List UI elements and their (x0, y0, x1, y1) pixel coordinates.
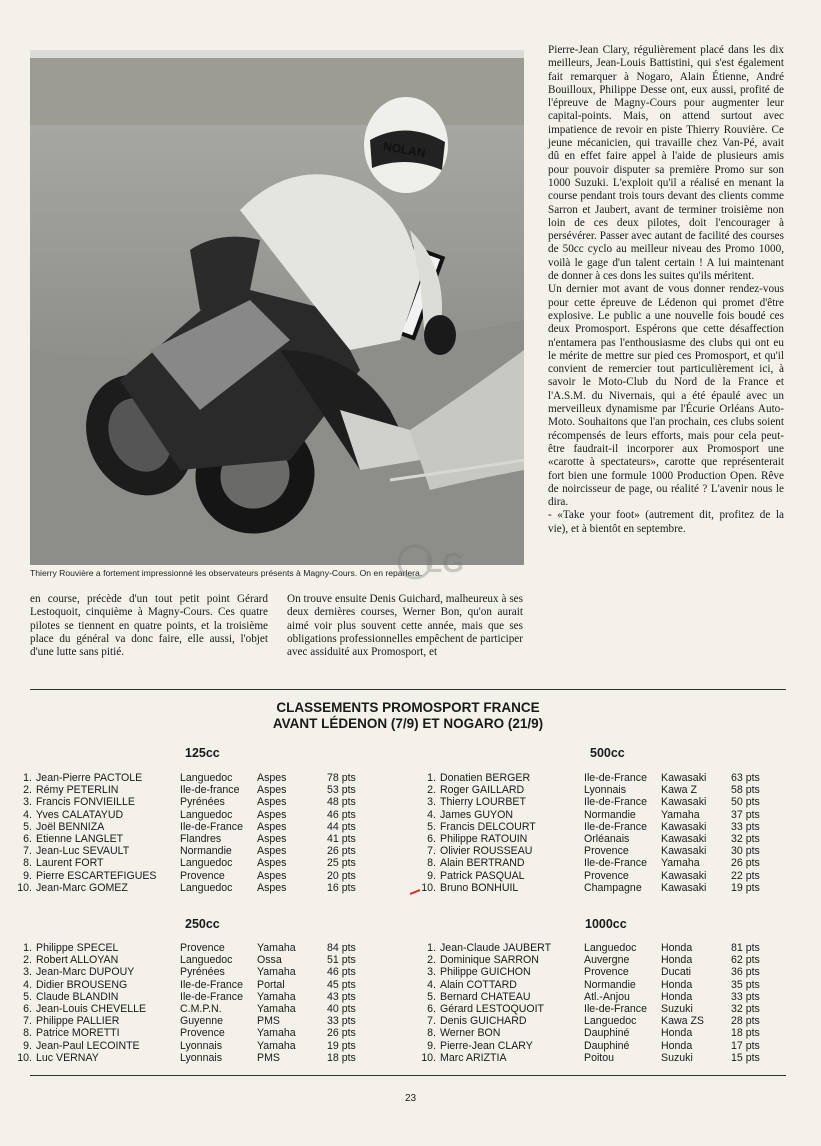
make: Honda (661, 978, 693, 991)
region: Languedoc (584, 942, 637, 954)
rank: 5. (23, 820, 32, 833)
rider-name: Claude BLANDIN (36, 990, 119, 1003)
make: Aspes (257, 808, 287, 821)
rider-name: Jean-Paul LECOINTE (36, 1039, 140, 1052)
table-row (10, 809, 367, 821)
points: 84 pts (327, 942, 356, 954)
rank: 8. (427, 1027, 436, 1040)
rider-name: Alain COTTARD (440, 978, 517, 991)
table-row (10, 942, 367, 954)
rider-name: Pierre ESCARTEFIGUES (36, 869, 157, 882)
divider (30, 1075, 786, 1076)
rider-name: Patrick PASQUAL (440, 869, 525, 882)
points: 50 pts (731, 796, 760, 809)
points: 41 pts (327, 833, 356, 846)
make: Kawasaki (661, 869, 707, 882)
rider-name: Philippe GUICHON (440, 966, 531, 979)
svg-text:LG: LG (425, 547, 464, 578)
region: Provence (584, 845, 629, 858)
rider-name: Alain BERTRAND (440, 857, 525, 870)
table-row (414, 870, 771, 882)
points: 58 pts (731, 784, 760, 797)
region: Languedoc (180, 772, 233, 784)
table-row (10, 1003, 367, 1015)
region: Languedoc (584, 1015, 637, 1028)
rider-name: Olivier ROUSSEAU (440, 845, 533, 858)
table-row (414, 857, 771, 869)
make: Aspes (257, 796, 287, 809)
rank: 5. (23, 990, 32, 1003)
region: Orléanais (584, 833, 630, 846)
make: Aspes (257, 881, 287, 894)
rank: 7. (23, 1015, 32, 1028)
rider-name: Jean-Marc DUPOUY (36, 966, 135, 979)
rank: 1. (23, 772, 32, 784)
points: 26 pts (731, 857, 760, 870)
rank: 9. (427, 869, 436, 882)
make: Yamaha (661, 857, 700, 870)
rank: 6. (23, 833, 32, 846)
points: 26 pts (327, 1027, 356, 1040)
rank: 3. (23, 966, 32, 979)
table-row (414, 979, 771, 991)
rider-name: Luc VERNAY (36, 1051, 99, 1064)
table-row (10, 966, 367, 978)
table-row (414, 845, 771, 857)
region: Provence (180, 869, 225, 882)
points: 26 pts (327, 845, 356, 858)
points: 15 pts (731, 1051, 760, 1064)
region: Dauphiné (584, 1039, 630, 1052)
region: Normandie (180, 845, 232, 858)
region: Ile-de-France (180, 990, 243, 1003)
rank: 5. (427, 990, 436, 1003)
make: Aspes (257, 833, 287, 846)
rider-name: Philippe SPECEL (36, 942, 119, 954)
standings-table-125cc (10, 772, 367, 894)
standings-table-250cc (10, 942, 367, 1064)
region: Ile-de-France (584, 772, 647, 784)
make: Honda (661, 990, 693, 1003)
points: 28 pts (731, 1015, 760, 1028)
table-row (10, 1015, 367, 1027)
region: Auvergne (584, 954, 630, 967)
table-row (10, 857, 367, 869)
region: Pyrénées (180, 966, 225, 979)
rank: 1. (427, 942, 436, 954)
rank: 3. (427, 796, 436, 809)
rank: 1. (23, 942, 32, 954)
points: 16 pts (327, 881, 356, 894)
rank: 4. (427, 808, 436, 821)
points: 36 pts (731, 966, 760, 979)
make: Kawa Z (661, 784, 697, 797)
points: 33 pts (731, 990, 760, 1003)
table-row (10, 784, 367, 796)
table-row (414, 784, 771, 796)
rider-name: Donatien BERGER (440, 772, 531, 784)
make: Aspes (257, 857, 287, 870)
rank: 10. (17, 1051, 32, 1064)
region: Normandie (584, 808, 636, 821)
rider-name: Bernard CHATEAU (440, 990, 531, 1003)
points: 40 pts (327, 1003, 356, 1016)
table-row (414, 809, 771, 821)
rider-name: Yves CALATAYUD (36, 808, 124, 821)
rider-name: Pierre-Jean CLARY (440, 1039, 533, 1052)
article-column-1 (30, 593, 268, 659)
rider-name: Jean-Pierre PACTOLE (36, 772, 143, 784)
table-row (414, 1027, 771, 1039)
table-row (414, 833, 771, 845)
table-row (10, 1027, 367, 1039)
racing-photo (30, 50, 524, 565)
rider-name: Philippe PALLIER (36, 1015, 120, 1028)
points: 19 pts (731, 881, 760, 894)
table-row (10, 796, 367, 808)
table-row (10, 882, 367, 894)
rank: 8. (427, 857, 436, 870)
red-pen-mark (409, 889, 421, 895)
motorcycle-racer-illustration (30, 50, 524, 565)
make: Suzuki (661, 1051, 693, 1064)
region: Pyrénées (180, 796, 225, 809)
rank: 4. (23, 808, 32, 821)
rider-name: Jean-Luc SEVAULT (36, 845, 130, 858)
region: Normandie (584, 978, 636, 991)
region: Ile-de-france (180, 784, 240, 797)
points: 22 pts (731, 869, 760, 882)
region: Ile-de-France (584, 796, 647, 809)
region: Ile-de-France (180, 820, 243, 833)
rider-name: Werner BON (440, 1027, 501, 1040)
region: Poitou (584, 1051, 615, 1064)
rider-name: Dominique SARRON (440, 954, 539, 967)
points: 25 pts (327, 857, 356, 870)
make: Kawasaki (661, 796, 707, 809)
points: 78 pts (327, 772, 356, 784)
region: Ile-de-France (584, 820, 647, 833)
standings-title: CLASSEMENTS PROMOSPORT FRANCE (276, 700, 540, 715)
make: Aspes (257, 820, 287, 833)
table-row (414, 882, 771, 894)
table-row (414, 1015, 771, 1027)
region: Languedoc (180, 954, 233, 967)
rider-name: Joël BENNIZA (36, 820, 105, 833)
make: Aspes (257, 784, 287, 797)
photo-caption: Thierry Rouvière a fortement impressionné les observateurs présents à Magny-Cours. On en reparlera. (30, 568, 423, 578)
rider-name: Francis FONVIEILLE (36, 796, 135, 809)
make: Kawasaki (661, 772, 707, 784)
table-row (10, 1052, 367, 1064)
article-column-3 (548, 44, 784, 536)
rank: 7. (427, 845, 436, 858)
category-125cc-label: 125cc (185, 746, 220, 760)
region: Ile-de-France (584, 1003, 647, 1016)
make: Kawasaki (661, 820, 707, 833)
rank: 3. (23, 796, 32, 809)
article-column-2 (287, 593, 523, 659)
rank: 2. (427, 784, 436, 797)
make: Ossa (257, 954, 282, 967)
region: Languedoc (180, 808, 233, 821)
category-1000cc-label: 1000cc (585, 917, 627, 931)
make: Aspes (257, 845, 287, 858)
region: C.M.P.N. (180, 1003, 222, 1016)
rider-name: Roger GAILLARD (440, 784, 525, 797)
table-row (414, 954, 771, 966)
points: 17 pts (731, 1039, 760, 1052)
make: Honda (661, 954, 693, 967)
page-number: 23 (404, 1093, 417, 1104)
category-250cc-label: 250cc (185, 917, 220, 931)
rider-name: Denis GUICHARD (440, 1015, 527, 1028)
rider-name: Francis DELCOURT (440, 820, 536, 833)
region: Lyonnais (180, 1039, 223, 1052)
points: 30 pts (731, 845, 760, 858)
standings-table-1000cc (414, 942, 771, 1064)
points: 53 pts (327, 784, 356, 797)
rank: 2. (23, 784, 32, 797)
table-row (10, 845, 367, 857)
rank: 8. (23, 857, 32, 870)
rank: 9. (23, 1039, 32, 1052)
make: Ducati (661, 966, 692, 979)
rank: 6. (427, 1003, 436, 1016)
rider-name: Jean-Claude JAUBERT (440, 942, 552, 954)
table-row (414, 966, 771, 978)
points: 37 pts (731, 808, 760, 821)
helmet-logo: NOLAN (382, 139, 427, 161)
region: Atl.-Anjou (584, 990, 630, 1003)
rider-name: Etienne LANGLET (36, 833, 124, 846)
region: Ile-de-France (180, 978, 243, 991)
region: Lyonnais (180, 1051, 223, 1064)
make: PMS (257, 1051, 280, 1064)
article-paragraph: - «Take your foot» (autrement dit, profitez de la vie), et à bientôt en septembre. (548, 509, 784, 535)
make: Aspes (257, 772, 287, 784)
rank: 6. (427, 833, 436, 846)
make: Yamaha (257, 990, 296, 1003)
rider-name: Jean-Marc GOMEZ (36, 881, 128, 894)
region: Languedoc (180, 881, 233, 894)
points: 20 pts (327, 869, 356, 882)
rank: 7. (427, 1015, 436, 1028)
region: Provence (584, 869, 629, 882)
rider-name: Thierry LOURBET (440, 796, 526, 809)
region: Lyonnais (584, 784, 627, 797)
rider-name: Didier BROUSENG (36, 978, 128, 991)
points: 51 pts (327, 954, 356, 967)
rank: 6. (23, 1003, 32, 1016)
make: Honda (661, 942, 693, 954)
rank: 1. (427, 772, 436, 784)
rider-name: Laurent FORT (36, 857, 104, 870)
standings-table-500cc (414, 772, 771, 894)
article-paragraph: On trouve ensuite Denis Guichard, malheureux à ses deux dernières courses, Werner Bon, qu'on aurait aimé voir plus souvent cette année, mais que ses obligations professionnelles empêchent de participer avec assiduité aux Promosport, et (287, 593, 523, 659)
rider-name: Patrice MORETTI (36, 1027, 120, 1040)
points: 63 pts (731, 772, 760, 784)
table-row (10, 870, 367, 882)
table-row (414, 1003, 771, 1015)
rank: 10. (421, 881, 436, 894)
rider-name: James GUYON (440, 808, 513, 821)
rank: 2. (23, 954, 32, 967)
table-row (10, 772, 367, 784)
make: Kawasaki (661, 833, 707, 846)
make: Kawasaki (661, 881, 707, 894)
article-paragraph: en course, précède d'un tout petit point Gérard Lestoquoit, cinquième à Magny-Cours. Ces quatre pilotes se tiennent en quatre points, et la troisième place du général va donc faire, elle aussi, l'objet d'une lutte sans pitié. (30, 593, 268, 659)
make: Kawasaki (661, 845, 707, 858)
make: Aspes (257, 869, 287, 882)
points: 33 pts (327, 1015, 356, 1028)
rank: 9. (427, 1039, 436, 1052)
standings-subtitle: AVANT LÉDENON (7/9) ET NOGARO (21/9) (272, 716, 544, 731)
points: 19 pts (327, 1039, 356, 1052)
table-row (10, 954, 367, 966)
article-paragraph: Un dernier mot avant de vous donner rendez-vous pour cette épreuve de Lédenon qui promet d'être explosive. Le public a une nouvelle fois boudé ces deux Promosport. Espérons que cette désaffection n'entamera pas l'enthousiasme des clubs qui ont eu le mérite de mettre sur pied ces Promosport, et qu'il convient de remercier tout particulièrement ici, à savoir le Moto-Club du Nord de la France et l'A.S.M. du Nivernais, qui a été épaulé avec un merveilleux dynamisme par l'Écurie Orléans Auto-Moto. Souhaitons que l'an prochain, ces clubs soient récompensés de leurs efforts, mais pour cela peut-être faudrait-il incorporer aux Promosport une «carotte à spectateurs», carotte que représenterait fort bien une formule 1000 Production Open. Rêve de noircisseur de page, ou réalité ? L'avenir nous le dira. (548, 283, 784, 509)
table-row (10, 821, 367, 833)
table-row (414, 1040, 771, 1052)
region: Guyenne (180, 1015, 223, 1028)
make: Yamaha (257, 1027, 296, 1040)
rank: 3. (427, 966, 436, 979)
rank: 5. (427, 820, 436, 833)
category-500cc-label: 500cc (590, 746, 625, 760)
make: Yamaha (257, 1039, 296, 1052)
table-row (414, 772, 771, 784)
points: 46 pts (327, 966, 356, 979)
rank: 2. (427, 954, 436, 967)
points: 48 pts (327, 796, 356, 809)
rank: 10. (17, 881, 32, 894)
region: Provence (180, 1027, 225, 1040)
table-row (10, 979, 367, 991)
points: 46 pts (327, 808, 356, 821)
points: 35 pts (731, 978, 760, 991)
make: PMS (257, 1015, 280, 1028)
rider-name: Rémy PETERLIN (36, 784, 119, 797)
standings-heading (30, 700, 786, 732)
rider-name: Robert ALLOYAN (36, 954, 119, 967)
make: Honda (661, 1027, 693, 1040)
rank: 9. (23, 869, 32, 882)
points: 43 pts (327, 990, 356, 1003)
table-row (414, 1052, 771, 1064)
table-row (414, 991, 771, 1003)
rider-name: Jean-Louis CHEVELLE (36, 1003, 147, 1016)
divider (30, 689, 786, 690)
points: 18 pts (731, 1027, 760, 1040)
points: 81 pts (731, 942, 760, 954)
region: Champagne (584, 881, 642, 894)
region: Flandres (180, 833, 222, 846)
points: 18 pts (327, 1051, 356, 1064)
make: Honda (661, 1039, 693, 1052)
watermark-logo (395, 532, 473, 592)
points: 32 pts (731, 1003, 760, 1016)
table-row (10, 1040, 367, 1052)
rank: 7. (23, 845, 32, 858)
rank: 10. (421, 1051, 436, 1064)
make: Suzuki (661, 1003, 693, 1016)
points: 62 pts (731, 954, 760, 967)
table-row (414, 821, 771, 833)
table-row (414, 796, 771, 808)
rider-name: Philippe RATOUIN (440, 833, 528, 846)
make: Kawa ZS (661, 1015, 704, 1028)
make: Yamaha (661, 808, 700, 821)
make: Yamaha (257, 942, 296, 954)
rank: 4. (427, 978, 436, 991)
region: Languedoc (180, 857, 233, 870)
region: Dauphiné (584, 1027, 630, 1040)
article-paragraph: Pierre-Jean Clary, régulièrement placé dans les dix meilleurs, Jean-Louis Battistini, qui s'est également fait remarquer à Nogaro, Alain Étienne, André Bouilloux, Philippe Desse ont, eux aussi, profité de l'épreuve de Magny-Cours pour augmenter leur capital-points. Mais, on attend surtout avec impatience de revoir en piste Thierry Rouvière. Ce jeune mécanicien, qui travaille chez Van-Pé, avait dû en effet faire appel à l'aide de plusieurs amis pour pouvoir disputer sa première Promo sur son 1000 Suzuki. L'exploit qu'il a réalisé en menant la course pendant trois tours devant des clients comme Sarron et Jaubert, avant de terminer troisième non loin de ces deux pilotes, doit l'encourager à persévérer. Passer avec autant de facilité des courses de 50cc cyclo au meilleur niveau des Promo 1000, voilà le gage d'un talent certain ! A lui maintenant de donner à ces dons les suites qu'ils méritent. (548, 44, 784, 283)
region: Ile-de-France (584, 857, 647, 870)
table-row (10, 833, 367, 845)
rider-name: Marc ARIZTIA (440, 1051, 507, 1064)
make: Portal (257, 978, 285, 991)
table-row (10, 991, 367, 1003)
rank: 4. (23, 978, 32, 991)
points: 32 pts (731, 833, 760, 846)
make: Yamaha (257, 966, 296, 979)
make: Yamaha (257, 1003, 296, 1016)
rank: 8. (23, 1027, 32, 1040)
region: Provence (180, 942, 225, 954)
table-row (414, 942, 771, 954)
points: 45 pts (327, 978, 356, 991)
rider-name: Gérard LESTOQUOIT (440, 1003, 545, 1016)
points: 44 pts (327, 820, 356, 833)
region: Provence (584, 966, 629, 979)
rider-name: Bruno BONHUIL (440, 881, 519, 894)
points: 33 pts (731, 820, 760, 833)
